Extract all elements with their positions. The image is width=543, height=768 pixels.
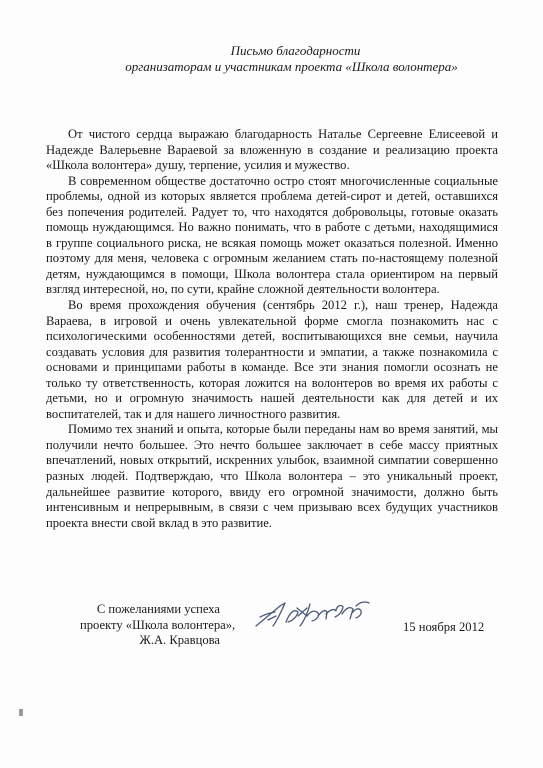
letter-date: 15 ноября 2012: [403, 620, 485, 634]
paragraph-4: Помимо тех знаний и опыта, которые были переданы нам во время занятий, мы получили нечто большее. Это нечто большее заключает в себе массу приятных впечатлений, новых открытий, искренних улыбок, взаимной симпатии совершенно разных людей. Подтверждаю, что Школа волонтера – это уникальный проект, дальнейшее развитие которого, ввиду его огромной значимости, должно быть интенсивным и непрерывным, в связи с чем призываю всех будущих участников проекта внести свой вклад в это развитие.: [46, 422, 498, 530]
closing-author: Ж.А. Кравцова: [139, 633, 220, 648]
letter-title: Письмо благодарности: [230, 43, 361, 58]
paragraph-2: В современном обществе достаточно остро стоят многочисленные социальные проблемы, одной из которых является проблема детей-сирот и детей, оставшихся без попечения родителей. Радует то, что находятся добровольцы, готовые оказать помощь нуждающимся. Но важно понимать, что в работе с детьми, находящимися в группе социального риска, не всякая помощь может оказаться полезной. Именно поэтому для меня, человека с огромным желанием стать по-настоящему полезной детям, нуждающимся в помощи, Школа волонтера стала ориентиром на первый взгляд интересной, но, по сути, крайне сложной деятельности волонтера.: [46, 173, 498, 297]
closing-block: [80, 602, 236, 649]
letter-body: [46, 127, 498, 531]
paragraph-1: От чистого сердца выражаю благодарность Наталье Сергеевне Елисеевой и Надежде Валерьевне Вараевой за вложенную в создание и реализацию проекта «Школа волонтера» душу, терпение, усилия и мужество.: [46, 127, 498, 173]
letter-subtitle: организаторам и участникам проекта «Школа волонтера»: [125, 59, 458, 74]
handwritten-signature: [252, 586, 377, 636]
closing-project: проекту «Школа волонтера»,: [80, 617, 236, 632]
closing-wishes: С пожеланиями успеха: [96, 602, 220, 616]
scan-mark: [19, 709, 23, 716]
paragraph-3: Во время прохождения обучения (сентябрь 2012 г.), наш тренер, Надежда Вараева, в игровой и очень увлекательной форме смогла познакомить нас с психологическими особенностями детей, воспитывающихся вне семьи, научила создавать условия для развития толерантности и эмпатии, а также познакомила с основами и принципами работы в команде. Все эти знания помогли осознать не только ту ответственность, которая ложится на волонтеров во время их работы с детьми, но и огромную значимость нашей деятельности как для детей и их воспитателей, так и для нашего личностного развития.: [46, 298, 498, 421]
